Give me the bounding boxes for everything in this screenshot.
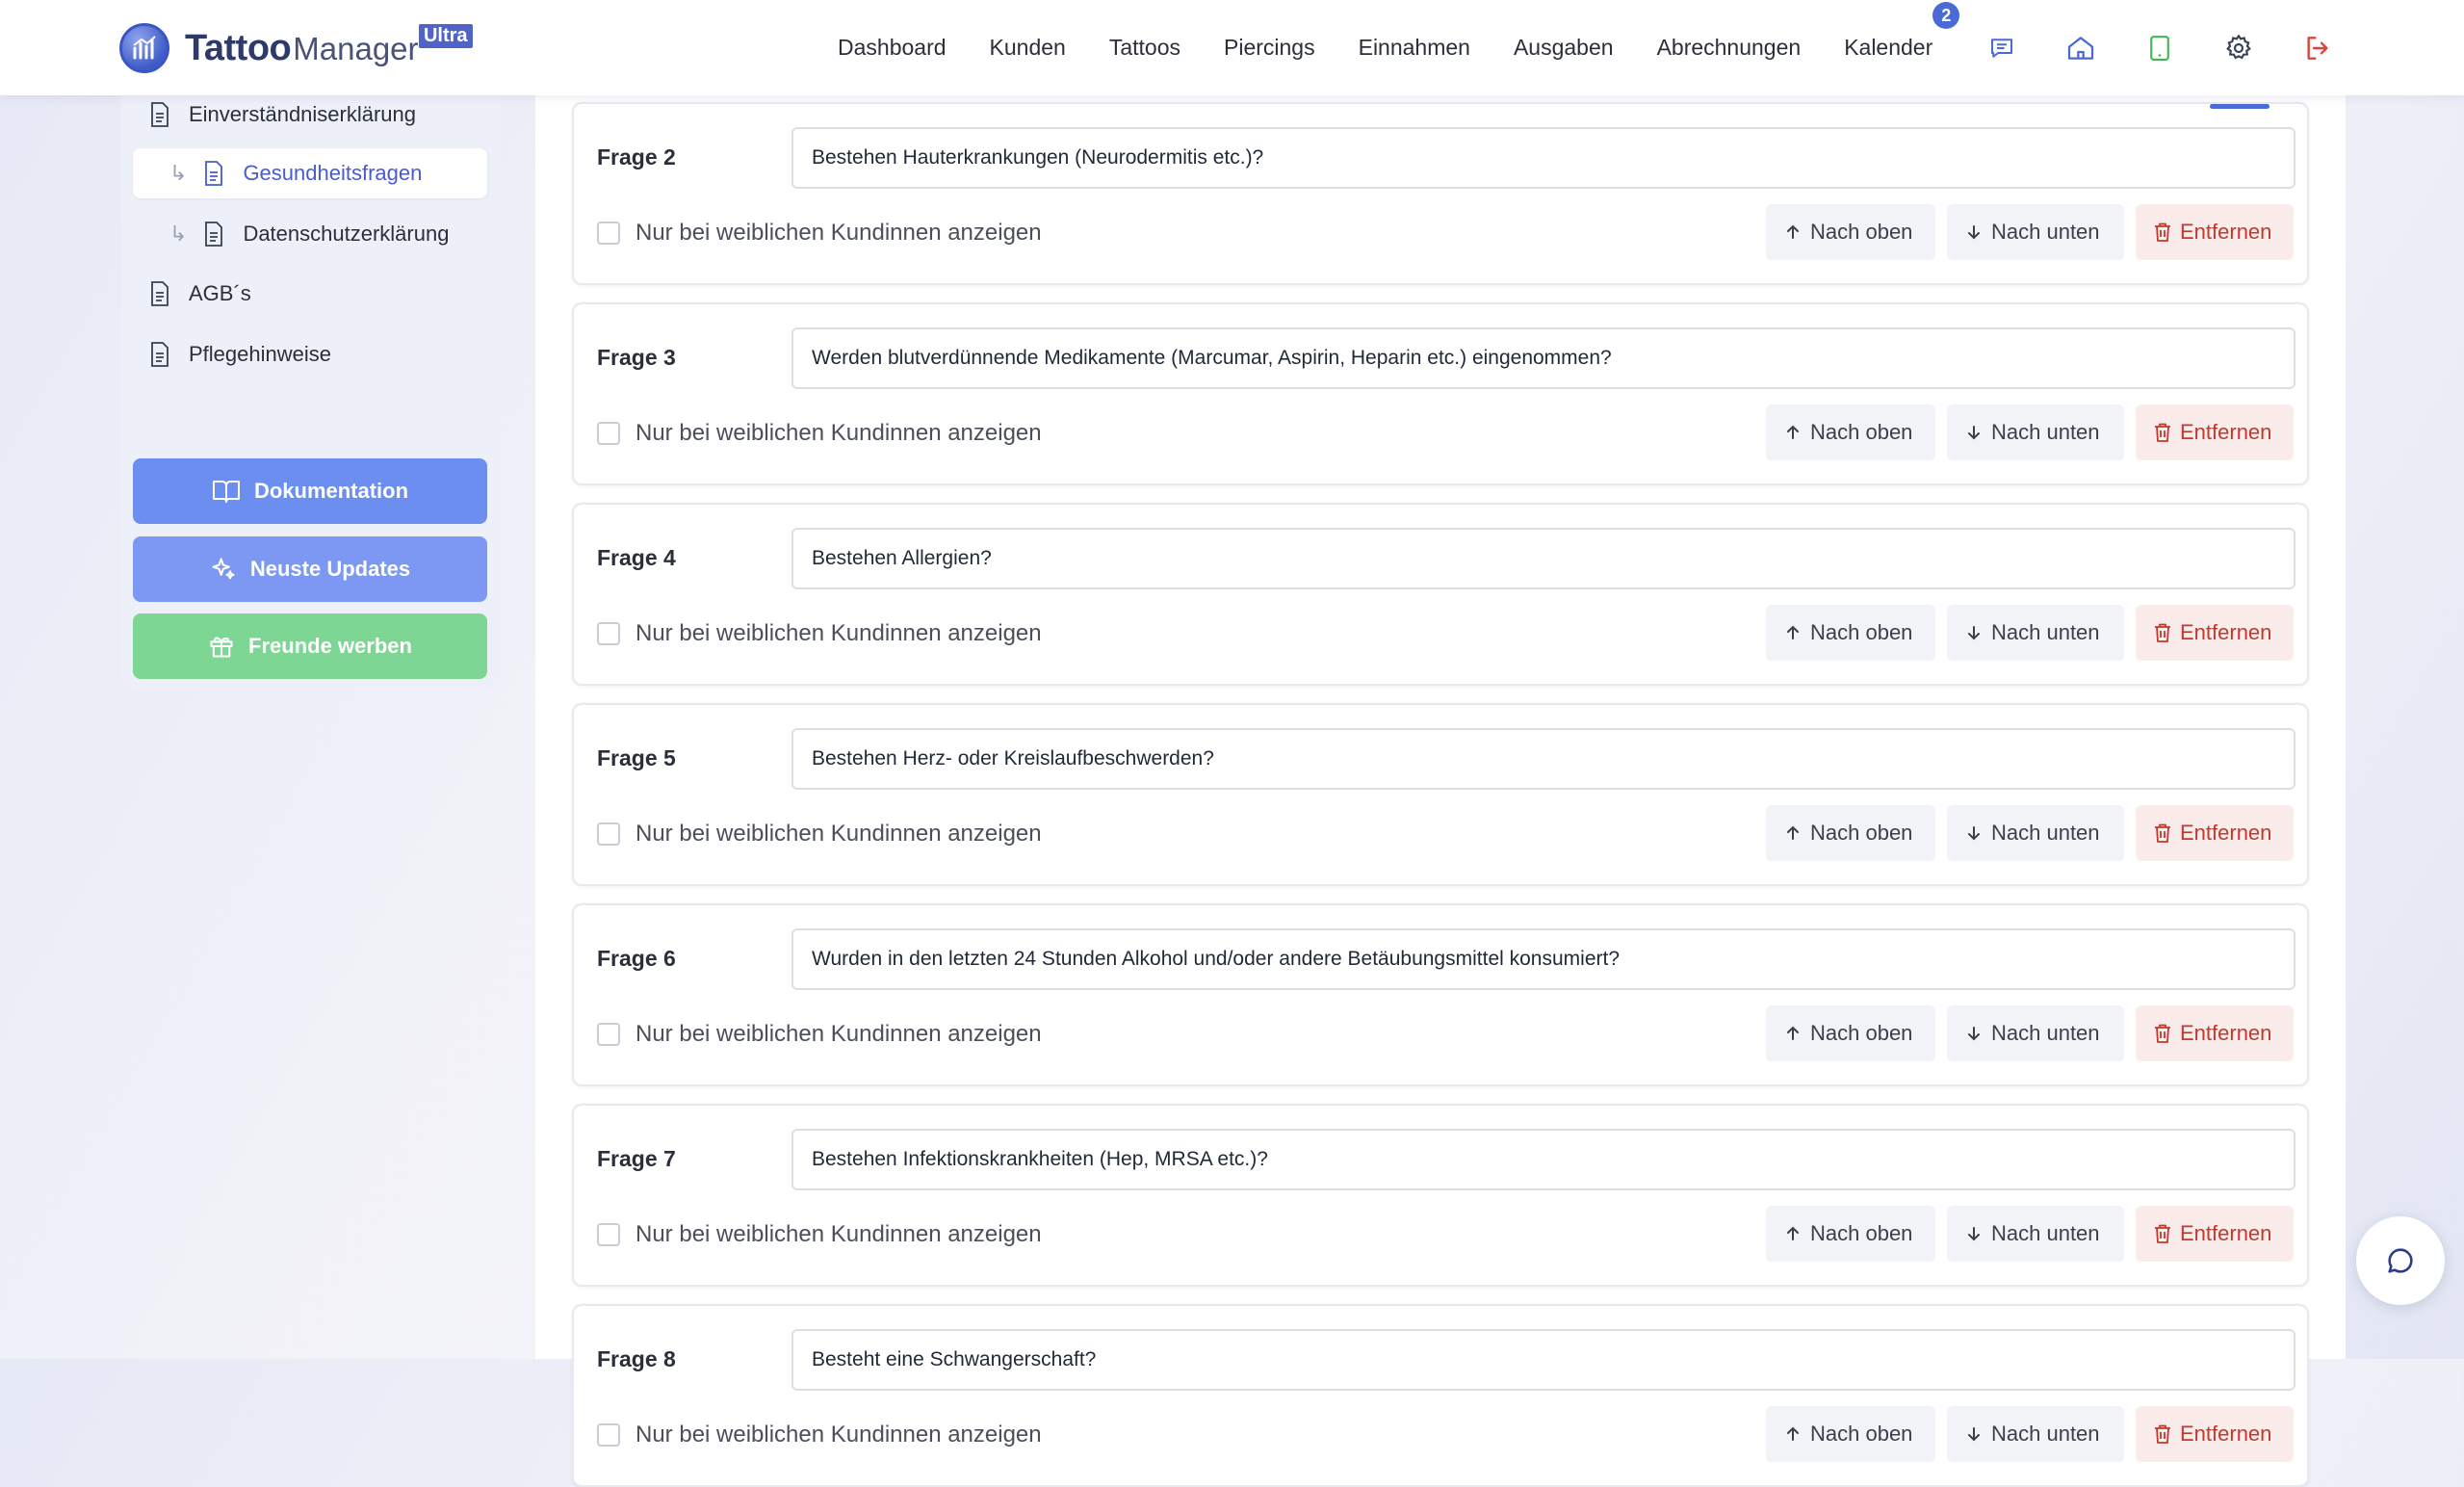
remove-label: Entfernen (2180, 1021, 2272, 1045)
question-number: Frage 6 (597, 946, 676, 971)
top-navigation-bar (0, 0, 2464, 95)
question-actions (1754, 605, 2294, 661)
refer-friends-button[interactable] (133, 613, 487, 679)
question-actions (1754, 1406, 2294, 1462)
question-actions (1754, 805, 2294, 861)
sidebar-item-label: Pflegehinweise (189, 342, 331, 366)
female-only-checkbox[interactable] (597, 422, 620, 445)
question-number: Frage 2 (597, 144, 676, 170)
updates-button-label: Neuste Updates (249, 557, 411, 581)
edition-badge: Ultra (419, 24, 473, 48)
arrow-up-icon (1783, 1224, 1803, 1243)
question-card (572, 1104, 2309, 1287)
updates-button[interactable] (133, 536, 487, 602)
sub-arrow-icon: ↳ (169, 222, 188, 246)
documentation-button-label: Dokumentation (253, 479, 409, 503)
question-actions (1754, 1005, 2294, 1061)
move-down-label: Nach unten (1991, 420, 2100, 444)
arrow-down-icon (1964, 423, 1984, 442)
trash-icon (2153, 1223, 2172, 1244)
sidebar-item-label: Datenschutzerklärung (243, 222, 450, 246)
arrow-down-icon (1964, 1224, 1984, 1243)
sidebar-item-label: AGB´s (189, 281, 251, 305)
nav-dashboard[interactable]: Dashboard (838, 35, 947, 60)
sidebar-item-gesundheitsfragen[interactable] (133, 148, 487, 198)
move-up-label: Nach oben (1810, 620, 1913, 644)
trash-icon (2153, 622, 2172, 643)
question-number: Frage 4 (597, 545, 676, 570)
arrow-down-icon (1964, 623, 1984, 642)
kalender-count-badge: 2 (1932, 2, 1959, 29)
tablet-icon[interactable] (2140, 29, 2179, 67)
question-actions (1754, 204, 2294, 260)
main-nav (838, 0, 2377, 95)
move-down-button[interactable] (1947, 204, 2124, 260)
remove-label: Entfernen (2180, 620, 2272, 644)
move-up-button[interactable] (1766, 404, 1935, 460)
female-only-label: Nur bei weiblichen Kundinnen anzeigen (635, 1221, 1042, 1247)
move-down-button[interactable] (1947, 1206, 2124, 1262)
question-number: Frage 3 (597, 345, 676, 370)
nav-piercings[interactable]: Piercings (1224, 35, 1315, 60)
document-icon (148, 341, 171, 368)
move-up-button[interactable] (1766, 805, 1935, 861)
document-icon (202, 221, 225, 248)
gear-icon[interactable] (2219, 29, 2258, 67)
remove-button[interactable] (2136, 805, 2294, 861)
question-card (572, 102, 2309, 285)
move-down-button[interactable] (1947, 1406, 2124, 1462)
question-actions (1754, 1206, 2294, 1262)
move-down-label: Nach unten (1991, 1422, 2100, 1446)
chat-icon[interactable] (1983, 29, 2021, 67)
female-only-label: Nur bei weiblichen Kundinnen anzeigen (635, 821, 1042, 847)
trash-icon (2153, 1023, 2172, 1044)
home-icon[interactable] (2062, 29, 2100, 67)
move-up-button[interactable] (1766, 1406, 1935, 1462)
female-only-checkbox[interactable] (597, 1223, 620, 1246)
question-actions (1754, 404, 2294, 460)
trash-icon (2153, 222, 2172, 243)
question-number: Frage 5 (597, 745, 676, 770)
sidebar-item-label: Einverständniserklärung (189, 102, 417, 126)
remove-label: Entfernen (2180, 420, 2272, 444)
trash-icon (2153, 1423, 2172, 1445)
arrow-down-icon (1964, 823, 1984, 843)
book-icon (212, 479, 241, 504)
question-card (572, 302, 2309, 485)
sidebar-item-label: Gesundheitsfragen (243, 161, 423, 185)
nav-tattoos[interactable]: Tattoos (1108, 35, 1180, 60)
document-icon (148, 101, 171, 128)
document-icon (148, 280, 171, 307)
settings-sidebar (121, 58, 501, 691)
question-card (572, 1304, 2309, 1487)
arrow-up-icon (1783, 623, 1803, 642)
move-up-label: Nach oben (1810, 1221, 1913, 1245)
remove-label: Entfernen (2180, 220, 2272, 244)
female-only-checkbox[interactable] (597, 1023, 620, 1046)
female-only-checkbox-row[interactable] (597, 1422, 1042, 1448)
move-up-label: Nach oben (1810, 1422, 1913, 1446)
female-only-label: Nur bei weiblichen Kundinnen anzeigen (635, 1422, 1042, 1448)
female-only-label: Nur bei weiblichen Kundinnen anzeigen (635, 1021, 1042, 1047)
documentation-button[interactable] (133, 458, 487, 524)
question-number: Frage 7 (597, 1146, 676, 1171)
question-text-input[interactable] (791, 1329, 2295, 1391)
move-down-label: Nach unten (1991, 220, 2100, 244)
nav-ausgaben[interactable]: Ausgaben (1513, 35, 1614, 60)
arrow-up-icon (1783, 823, 1803, 843)
arrow-down-icon (1964, 222, 1984, 242)
trash-icon (2153, 822, 2172, 844)
move-up-button[interactable] (1766, 1206, 1935, 1262)
female-only-checkbox-row[interactable] (597, 821, 1042, 848)
arrow-up-icon (1783, 222, 1803, 242)
nav-kalender-label: Kalender (1844, 35, 1933, 60)
question-text-input[interactable] (791, 528, 2295, 589)
sparkles-icon (210, 556, 237, 583)
gift-icon (208, 633, 235, 660)
app-logo[interactable] (119, 21, 468, 75)
question-number: Frage 8 (597, 1346, 676, 1371)
arrow-down-icon (1964, 1424, 1984, 1444)
remove-button[interactable] (2136, 1005, 2294, 1061)
move-down-button[interactable] (1947, 805, 2124, 861)
remove-button[interactable] (2136, 1206, 2294, 1262)
question-card (572, 503, 2309, 686)
question-text-input[interactable] (791, 1129, 2295, 1190)
question-card (572, 703, 2309, 886)
move-down-label: Nach unten (1991, 821, 2100, 845)
question-card (572, 903, 2309, 1086)
nav-einnahmen[interactable]: Einnahmen (1358, 35, 1470, 60)
female-only-checkbox[interactable] (597, 822, 620, 846)
move-down-button[interactable] (1947, 605, 2124, 661)
move-down-button[interactable] (1947, 1005, 2124, 1061)
arrow-up-icon (1783, 1424, 1803, 1444)
remove-label: Entfernen (2180, 821, 2272, 845)
document-icon (202, 160, 225, 187)
trash-icon (2153, 422, 2172, 443)
move-down-label: Nach unten (1991, 1221, 2100, 1245)
female-only-checkbox-row[interactable] (597, 1221, 1042, 1248)
move-up-button[interactable] (1766, 204, 1935, 260)
female-only-checkbox[interactable] (597, 1423, 620, 1447)
arrow-down-icon (1964, 1024, 1984, 1043)
question-text-input[interactable] (791, 728, 2295, 790)
sidebar-item-datenschutzerklaerung[interactable] (169, 209, 449, 259)
chat-bubble-icon (2384, 1244, 2417, 1277)
female-only-label: Nur bei weiblichen Kundinnen anzeigen (635, 420, 1042, 446)
questions-panel (535, 95, 2346, 1448)
question-text-input[interactable] (791, 928, 2295, 990)
question-text-input[interactable] (791, 327, 2295, 389)
move-up-button[interactable] (1766, 605, 1935, 661)
move-up-label: Nach oben (1810, 821, 1913, 845)
app-name-bold: Tattoo (185, 27, 292, 68)
app-name-regular: Manager (293, 30, 419, 66)
female-only-label: Nur bei weiblichen Kundinnen anzeigen (635, 620, 1042, 646)
female-only-checkbox-row[interactable] (597, 420, 1042, 447)
female-only-checkbox-row[interactable] (597, 1021, 1042, 1048)
female-only-checkbox[interactable] (597, 622, 620, 645)
move-up-button[interactable] (1766, 1005, 1935, 1061)
remove-label: Entfernen (2180, 1221, 2272, 1245)
nav-kalender[interactable] (1844, 5, 1952, 61)
refer-friends-button-label: Freunde werben (248, 634, 412, 658)
sub-arrow-icon: ↳ (169, 161, 188, 185)
move-up-label: Nach oben (1810, 220, 1913, 244)
sidebar-item-einverstaendniserklaerung[interactable] (148, 90, 416, 140)
move-up-label: Nach oben (1810, 420, 1913, 444)
arrow-up-icon (1783, 1024, 1803, 1043)
move-up-label: Nach oben (1810, 1021, 1913, 1045)
logout-icon[interactable] (2298, 29, 2337, 67)
sidebar-item-pflegehinweise[interactable] (148, 329, 331, 379)
remove-button[interactable] (2136, 404, 2294, 460)
nav-kunden[interactable]: Kunden (989, 35, 1066, 60)
remove-label: Entfernen (2180, 1422, 2272, 1446)
nav-abrechnungen[interactable]: Abrechnungen (1656, 35, 1802, 60)
sidebar-item-agb[interactable] (148, 269, 251, 319)
female-only-checkbox[interactable] (597, 222, 620, 245)
move-down-label: Nach unten (1991, 620, 2100, 644)
female-only-checkbox-row[interactable] (597, 220, 1042, 247)
remove-button[interactable] (2136, 1406, 2294, 1462)
remove-button[interactable] (2136, 605, 2294, 661)
arrow-up-icon (1783, 423, 1803, 442)
move-down-button[interactable] (1947, 404, 2124, 460)
female-only-label: Nur bei weiblichen Kundinnen anzeigen (635, 220, 1042, 246)
move-down-label: Nach unten (1991, 1021, 2100, 1045)
question-text-input[interactable] (791, 127, 2295, 189)
support-chat-button[interactable] (2356, 1216, 2445, 1305)
female-only-checkbox-row[interactable] (597, 620, 1042, 647)
remove-button[interactable] (2136, 204, 2294, 260)
logo-mark-icon (119, 23, 169, 73)
